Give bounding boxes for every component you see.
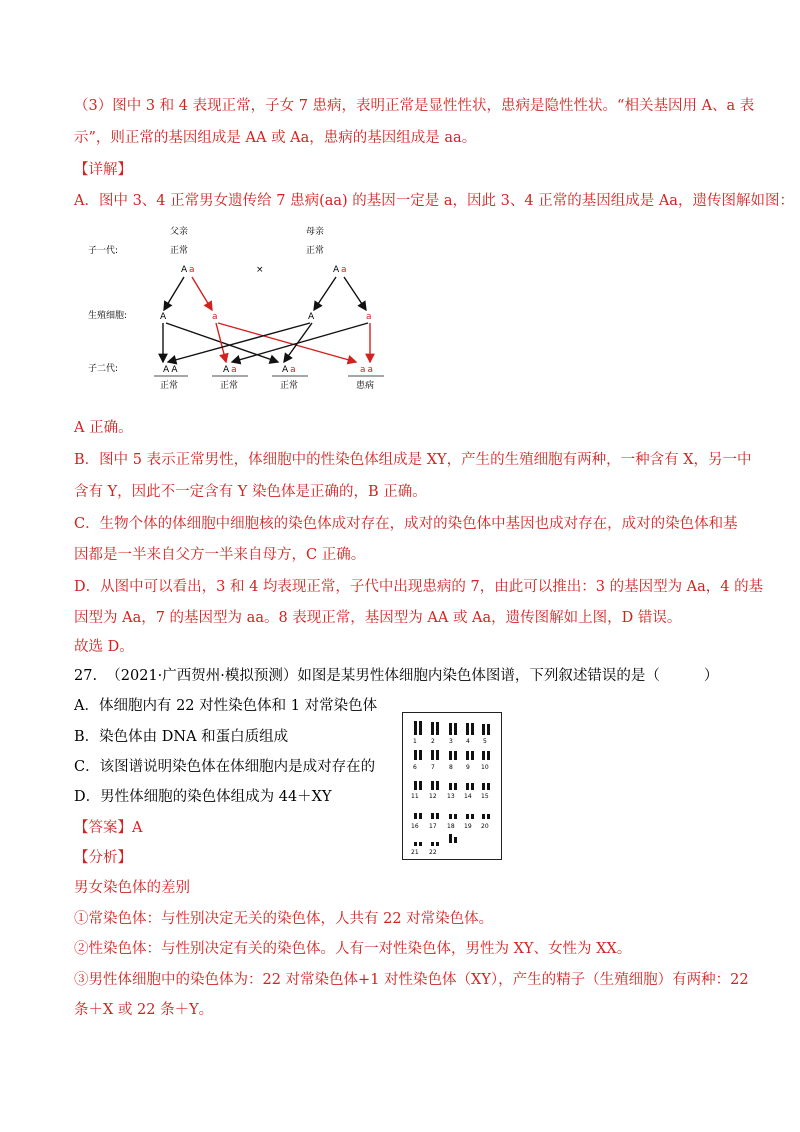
detail-D-line: D．从图中可以看出，3 和 4 均表现正常，子代中出现患病的 7，由此可以推出：3 的基因型为 Aa，4 的基 — [74, 579, 764, 595]
svg-text:4: 4 — [466, 738, 470, 745]
svg-text:2: 2 — [431, 738, 435, 745]
offspring-genotype: A A — [163, 365, 178, 375]
offspring-genotype: A a — [282, 365, 296, 375]
detail-D-line: 因型为 Aa，7 的基因型为 aa。8 表现正常，基因型为 AA 或 Aa，遗传图解如上图，D 错误。 — [74, 610, 682, 626]
detail-B-line: 含有 Y，因此不一定含有 Y 染色体是正确的，B 正确。 — [74, 484, 427, 500]
genetic-cross-diagram — [88, 222, 408, 392]
detail-A-line: A．图中 3、4 正常男女遗传给 7 患病(aa) 的基因一定是 a，因此 3、4 正常的基因组成是 Aa，遗传图解如图： — [74, 193, 794, 209]
gamete: A — [308, 312, 315, 322]
analysis-item-3: 条＋X 或 22 条＋Y。 — [74, 1002, 214, 1018]
question-text: 如图是某男性体细胞内染色体图谱，下列叙述错误的是（ — [297, 668, 660, 684]
svg-text:8: 8 — [449, 764, 453, 771]
analysis-item-2: ②性染色体：与性别决定有关的染色体。人有一对性染色体，男性为 XY、女性为 XX。 — [74, 941, 632, 957]
offspring-genotype: a a — [360, 365, 374, 375]
svg-text:7: 7 — [431, 764, 435, 771]
analysis-item-3: ③男性体细胞中的染色体为：22 对常染色体+1 对性染色体（XY），产生的精子（生殖细胞）有两种：22 — [74, 972, 749, 988]
mother-phenotype: 正常 — [306, 246, 325, 256]
svg-text:10: 10 — [481, 764, 489, 771]
father-phenotype: 正常 — [170, 246, 189, 256]
option-D: D．男性体细胞的染色体组成为 44＋XY — [74, 789, 332, 805]
offspring-phenotype: 正常 — [160, 381, 179, 391]
svg-text:1: 1 — [413, 738, 417, 745]
arrow — [344, 277, 366, 310]
detail-header: 【详解】 — [74, 162, 132, 178]
father-allele-a: a — [189, 265, 195, 275]
svg-text:20: 20 — [481, 823, 489, 830]
option-A: A．体细胞内有 22 对性染色体和 1 对常染色体 — [74, 698, 378, 714]
arrow — [314, 277, 336, 310]
svg-text:18: 18 — [447, 823, 455, 830]
gen1-label: 子一代: — [88, 246, 119, 256]
arrow — [232, 323, 368, 362]
offspring-phenotype: 正常 — [220, 381, 239, 391]
analysis-header: 【分析】 — [74, 850, 132, 866]
offspring-phenotype: 患病 — [356, 381, 375, 391]
option-B: B．染色体由 DNA 和蛋白质组成 — [74, 729, 289, 745]
svg-text:17: 17 — [429, 823, 437, 830]
option-C: C．该图谱说明染色体在体细胞内是成对存在的 — [74, 759, 376, 775]
question-number: 27. — [74, 668, 98, 684]
svg-text:6: 6 — [413, 764, 417, 771]
mother-label: 母亲 — [306, 227, 325, 237]
offspring-genotype: A a — [223, 365, 237, 375]
karyotype-image — [402, 712, 502, 860]
answer: 【答案】A — [74, 820, 143, 836]
father-allele-A: A — [181, 265, 188, 275]
offspring-phenotype: 正常 — [280, 381, 299, 391]
detail-C-line: C．生物个体的体细胞中细胞核的染色体成对存在，成对的染色体中基因也成对存在，成对的染色体和基 — [74, 516, 738, 532]
svg-text:21: 21 — [411, 849, 419, 856]
svg-text:14: 14 — [464, 793, 472, 800]
mother-allele-A: A — [333, 265, 340, 275]
detail-B-line: B．图中 5 表示正常男性，体细胞中的性染色体组成是 XY，产生的生殖细胞有两种，一种含有 X，另一中 — [74, 452, 752, 468]
svg-text:19: 19 — [464, 823, 472, 830]
svg-text:16: 16 — [411, 823, 419, 830]
analysis-item-1: ①常染色体：与性别决定无关的染色体，人共有 22 对常染色体。 — [74, 911, 494, 927]
svg-text:15: 15 — [481, 793, 489, 800]
cross-symbol: × — [256, 265, 264, 275]
gamete: a — [366, 312, 372, 322]
svg-text:5: 5 — [483, 738, 487, 745]
svg-text:12: 12 — [429, 793, 437, 800]
question-source: （2021·广西贺州·模拟预测） — [106, 668, 298, 684]
arrow — [216, 323, 226, 362]
question-stem — [74, 666, 718, 686]
father-label: 父亲 — [170, 227, 189, 237]
analysis-line: （3）图中 3 和 4 表现正常，子女 7 患病，表明正常是显性性状，患病是隐性性状。“相关基因用 A、a 表 — [74, 98, 755, 114]
arrow — [166, 323, 278, 362]
svg-text:9: 9 — [466, 764, 470, 771]
arrow — [164, 277, 184, 310]
svg-text:22: 22 — [429, 849, 437, 856]
svg-text:13: 13 — [447, 793, 455, 800]
mother-allele-a: a — [341, 265, 347, 275]
arrow — [192, 277, 212, 310]
gamete: A — [160, 312, 167, 322]
analysis-line: 示”，则正常的基因组成是 AA 或 Aa，患病的基因组成是 aa。 — [74, 130, 477, 146]
svg-text:11: 11 — [411, 793, 419, 800]
detail-choose: 故选 D。 — [74, 639, 134, 655]
detail-A-correct: A 正确。 — [74, 420, 133, 436]
gamete-label: 生殖细胞: — [88, 311, 128, 321]
gen2-label: 子二代: — [88, 364, 119, 374]
detail-C-line: 因都是一半来自父方一半来自母方，C 正确。 — [74, 547, 366, 563]
gamete: a — [212, 312, 218, 322]
question-close: ） — [703, 668, 719, 684]
svg-text:3: 3 — [449, 738, 453, 745]
diff-title: 男女染色体的差别 — [74, 880, 190, 896]
